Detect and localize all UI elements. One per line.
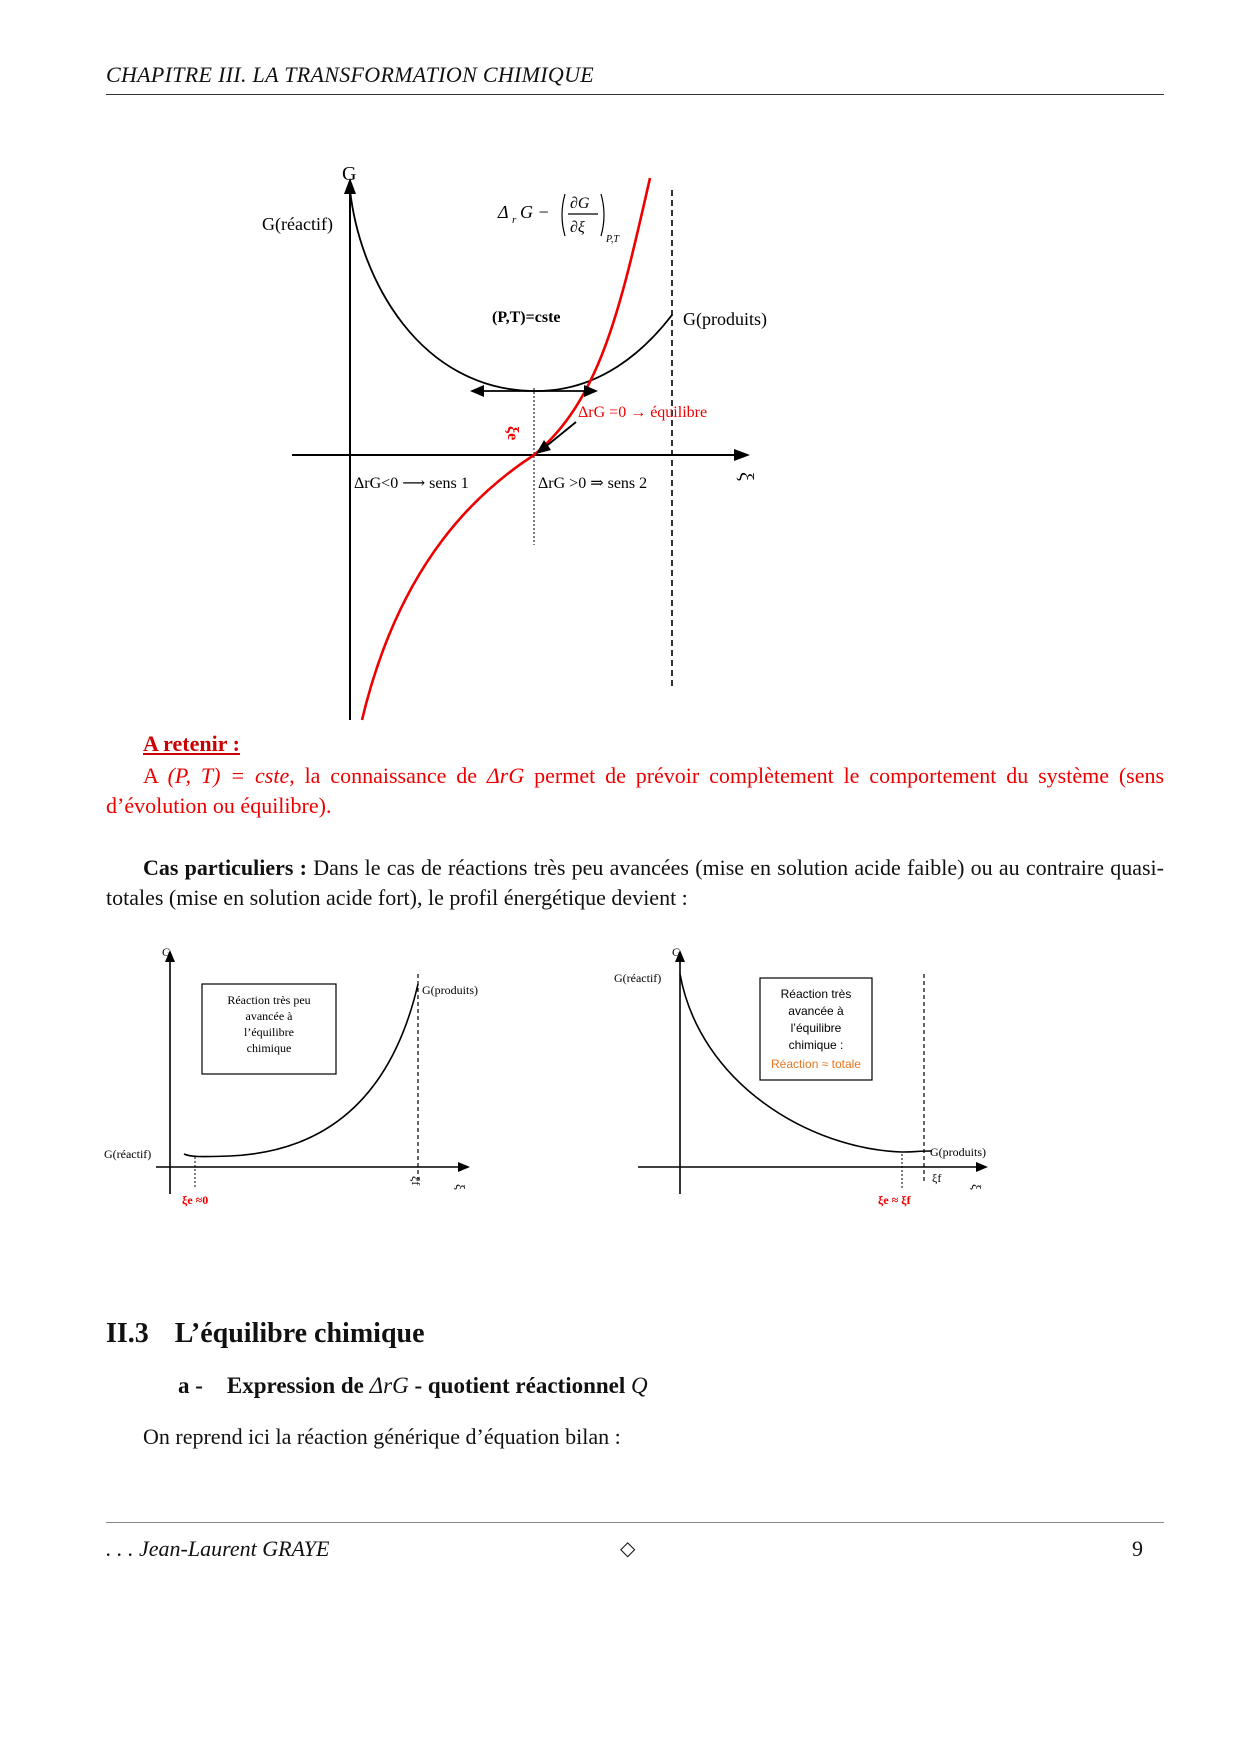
xi-eq-label: ξe [504, 426, 521, 441]
left-profile-figure [100, 944, 480, 1214]
formula-paren-left [562, 194, 565, 236]
page-header: CHAPITRE III. LA TRANSFORMATION CHIMIQUE [106, 62, 595, 87]
formula-paren-right [601, 194, 604, 236]
formula-denominator: ∂ξ [570, 219, 585, 236]
formula-delta: Δ [498, 202, 509, 222]
right-y-label: G [672, 945, 681, 959]
equilibrium-pointer [544, 422, 576, 448]
subsection-title: Expression de [226, 1373, 364, 1398]
left-gibbs-curve [184, 984, 418, 1157]
condition-label: (P,T)=cste [492, 309, 561, 326]
sens1-label: ΔrG<0 ⟶ sens 1 [354, 475, 469, 492]
subsection-heading [178, 1373, 648, 1399]
retenir-text [106, 761, 1164, 821]
right-box-line4: chimique : [788, 1038, 844, 1052]
cas-particuliers-paragraph [106, 853, 1164, 913]
body-paragraph: On reprend ici la réaction générique d’équation bilan : [143, 1424, 621, 1449]
subsection-label: a - [178, 1373, 203, 1398]
left-box-line2: avancée à [245, 1009, 293, 1023]
right-box-line5: Réaction ≈ totale [771, 1057, 861, 1071]
formula-index: P,T [606, 234, 619, 245]
left-box-line1: Réaction très peu [227, 993, 311, 1007]
left-y-label: G [162, 945, 171, 959]
retenir-text-part1: A [143, 763, 158, 788]
section-title: L’équilibre chimique [174, 1318, 425, 1349]
sens2-label: ΔrG >0 ⇒ sens 2 [538, 475, 648, 492]
retenir-title: A retenir : [143, 731, 240, 756]
footer-diamond-icon: ◇ [620, 1538, 636, 1560]
header-rule [106, 94, 1164, 95]
left-box-line3: l’équilibre [244, 1025, 294, 1039]
x-axis-arrow [734, 449, 750, 461]
cas-particuliers-label: Cas particuliers : [143, 855, 307, 880]
main-gibbs-figure [262, 160, 800, 730]
retenir-pt: (P, T) = [167, 763, 246, 788]
left-x-label: ξ [453, 1184, 468, 1190]
formula-g-minus: G − [520, 202, 550, 222]
right-g-produits: G(produits) [930, 1145, 986, 1159]
right-profile-figure [610, 944, 1010, 1214]
footer-author: . . . Jean-Laurent GRAYE [106, 1536, 330, 1561]
page-number: 9 [1132, 1536, 1143, 1561]
tangent-arrow-left [470, 385, 484, 397]
section-number: II.3 [106, 1318, 149, 1349]
g-reactif-label: G(réactif) [262, 214, 333, 234]
left-g-produits: G(produits) [422, 983, 478, 997]
right-box-line1: Réaction très [780, 987, 852, 1001]
delta-g-curve [362, 178, 650, 720]
right-x-label: ξ [969, 1184, 984, 1190]
equilibrium-label: ΔrG =0 → équilibre [578, 404, 708, 421]
retenir-text-part2: , la connaissance de [289, 763, 477, 788]
x-axis-label: ξ [735, 472, 757, 481]
section-heading [106, 1318, 425, 1350]
right-xi-f: ξf [932, 1171, 942, 1185]
left-x-arrow [458, 1162, 470, 1172]
tangent-arrow-right [584, 385, 598, 397]
right-g-reactif: G(réactif) [614, 971, 662, 985]
subsection-delta: ΔrG [369, 1373, 409, 1398]
right-xi-e: ξe ≈ ξf [878, 1193, 911, 1207]
formula-sub-r: r [512, 214, 517, 226]
retenir-cste: cste [255, 763, 290, 788]
left-g-reactif: G(réactif) [104, 1147, 152, 1161]
cas-particuliers-text: Dans le cas de réactions très peu avancées (mise en solution acide faible) ou au contraire quasi-totales (mise en solution acide fort), le profil énergétique devient : [106, 855, 1164, 910]
formula-numerator: ∂G [570, 195, 590, 212]
retenir-text-part3: permet de prévoir complètement le comportement du système (sens d’évolution ou équilibre). [106, 763, 1165, 818]
left-box-line4: chimique [246, 1041, 292, 1055]
right-x-arrow [976, 1162, 988, 1172]
left-xi-f: ξf [409, 1176, 423, 1186]
right-box-line2: avancée à [788, 1004, 844, 1018]
left-xi-e: ξe ≈0 [182, 1193, 209, 1207]
subsection-q: Q [631, 1373, 648, 1398]
right-box-line3: l’équilibre [790, 1021, 842, 1035]
retenir-delta-g: ΔrG [486, 763, 525, 788]
g-produits-label: G(produits) [683, 309, 767, 329]
subsection-rest: - quotient réactionnel [414, 1373, 626, 1398]
footer-rule [106, 1522, 1164, 1523]
y-axis-label: G [342, 163, 357, 185]
